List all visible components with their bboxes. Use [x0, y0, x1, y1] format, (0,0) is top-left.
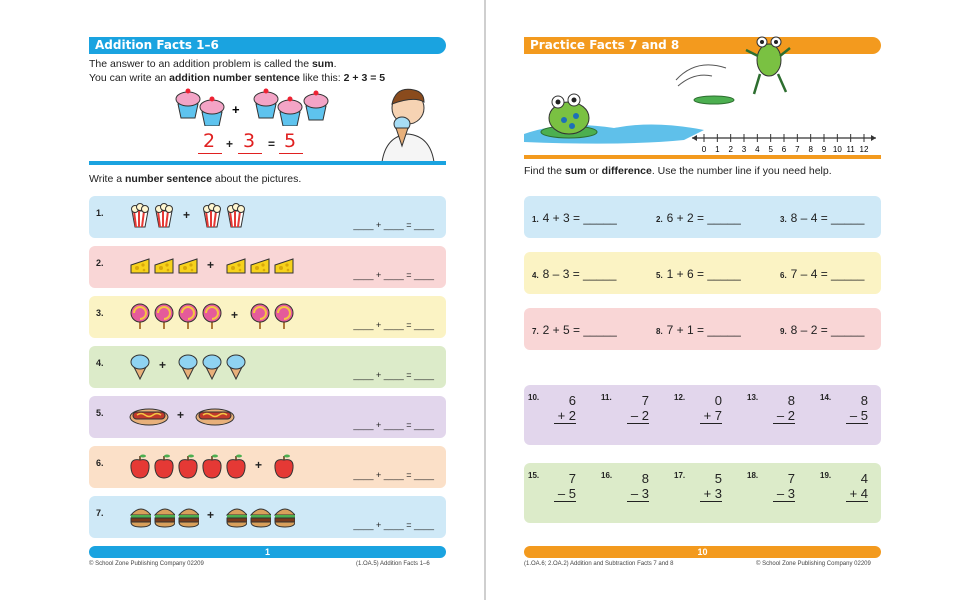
instruction-post: about the pictures.	[214, 173, 302, 185]
lollipop-icon	[201, 303, 223, 331]
hamburger-icon	[177, 503, 199, 531]
lollipop-icon	[153, 303, 175, 331]
equation[interactable]	[532, 323, 617, 337]
problem-row	[89, 446, 446, 488]
frog-jumping-icon	[746, 37, 790, 94]
problem-number: 4.	[96, 358, 104, 368]
ice-cream-icon	[177, 353, 199, 381]
problem-row	[89, 296, 446, 338]
problem-number: 6.	[96, 458, 104, 468]
right-page-number: 10	[697, 547, 708, 557]
top-number: 8	[860, 393, 868, 408]
problem-row	[524, 196, 881, 238]
plus-sign: +	[183, 208, 191, 222]
bottom-number: + 3	[700, 486, 722, 502]
plus-sign: +	[207, 508, 215, 522]
example-line-b	[238, 153, 262, 154]
cheese-icon	[225, 253, 247, 281]
problem-number: 3.	[96, 308, 104, 318]
problem-number: 12.	[674, 393, 686, 402]
problem-row	[524, 308, 881, 350]
vertical-problem[interactable]	[528, 469, 588, 519]
apple-icon	[177, 453, 199, 481]
bottom-number: – 5	[846, 408, 868, 424]
problem-row	[524, 385, 881, 445]
problem-number: 3.	[780, 215, 787, 224]
example-line-a	[198, 153, 222, 154]
right-banner: Practice Facts 7 and 8	[524, 37, 881, 54]
cheese-icon	[249, 253, 271, 281]
problem-number: 8.	[656, 327, 663, 336]
problem-row	[524, 252, 881, 294]
problem-number: 5.	[656, 271, 663, 280]
cupcake-icon	[200, 97, 224, 127]
plus-sign: +	[159, 358, 167, 372]
problem-number: 16.	[601, 471, 613, 480]
top-number: 0	[714, 393, 722, 408]
intro-line1-bold: sum	[311, 58, 334, 70]
right-footer-standard: (1.OA.6; 2.OA.2) Addition and Subtraction Facts 7 and 8	[524, 561, 674, 567]
lollipop-icon	[177, 303, 199, 331]
r-instruction-pre: Find the	[524, 165, 562, 177]
vertical-problem[interactable]	[674, 469, 734, 519]
left-page	[0, 0, 484, 600]
answer-blanks[interactable]: ____ + ____ = ____	[353, 420, 434, 430]
bottom-number: + 7	[700, 408, 722, 424]
equation[interactable]	[780, 211, 864, 225]
popcorn-icon	[153, 203, 175, 231]
answer-blanks[interactable]: ____ + ____ = ____	[353, 270, 434, 280]
problem-number: 10.	[528, 393, 540, 402]
hamburger-icon	[129, 503, 151, 531]
problem-number: 14.	[820, 393, 832, 402]
problem-number: 7.	[532, 327, 539, 336]
hamburger-icon	[273, 503, 295, 531]
equation-text: 8 – 4 = _____	[790, 211, 865, 225]
boy-illustration	[378, 84, 438, 162]
plus-sign: +	[231, 308, 239, 322]
cheese-icon	[273, 253, 295, 281]
vertical-problem[interactable]	[528, 391, 588, 441]
problem-row	[89, 346, 446, 388]
vertical-problem[interactable]	[601, 391, 661, 441]
right-page-number-bar	[524, 546, 881, 558]
r-instruction-post: . Use the number line if you need help.	[651, 165, 832, 177]
example-eq: =	[268, 137, 276, 151]
hot-dog-icon	[195, 403, 235, 431]
cheese-icon	[177, 253, 199, 281]
number-line-label: 8	[808, 145, 813, 154]
equation[interactable]	[656, 267, 741, 281]
hamburger-icon	[249, 503, 271, 531]
bottom-number: – 2	[773, 408, 795, 424]
problem-number: 1.	[96, 208, 104, 218]
cupcakes-illustration	[170, 82, 340, 126]
problem-number: 18.	[747, 471, 759, 480]
r-instruction-mid: or	[589, 165, 599, 177]
number-line-label: 5	[768, 145, 773, 154]
bottom-number: + 2	[554, 408, 576, 424]
hamburger-icon	[153, 503, 175, 531]
popcorn-icon	[129, 203, 151, 231]
problem-number: 15.	[528, 471, 540, 480]
instruction-bold: number sentence	[125, 173, 212, 185]
apple-icon	[129, 453, 151, 481]
vertical-problem[interactable]	[747, 469, 807, 519]
right-divider	[524, 155, 881, 159]
lollipop-icon	[249, 303, 271, 331]
top-number: 4	[860, 471, 868, 486]
number-line-label: 3	[741, 145, 747, 154]
answer-blanks[interactable]: ____ + ____ = ____	[353, 320, 434, 330]
ice-cream-icon	[201, 353, 223, 381]
problem-number: 2.	[96, 258, 104, 268]
equation[interactable]	[780, 323, 864, 337]
equation-text: 8 – 3 = _____	[542, 267, 617, 281]
cupcake-icon	[176, 89, 200, 119]
r-instruction-bold1: sum	[564, 165, 587, 177]
number-line-label: 6	[781, 145, 787, 154]
svg-text:+: +	[232, 102, 240, 117]
right-footer-copyright: © School Zone Publishing Company 02209	[756, 561, 871, 567]
lily-pad-icon	[694, 96, 734, 104]
number-line-label: 10	[832, 145, 842, 154]
problem-row	[89, 196, 446, 238]
problem-number: 4.	[532, 271, 539, 280]
problem-row	[89, 496, 446, 538]
bottom-number: + 4	[846, 486, 868, 502]
top-number: 7	[568, 471, 576, 486]
problem-row	[89, 396, 446, 438]
apple-icon	[225, 453, 247, 481]
problem-number: 11.	[601, 393, 612, 402]
right-instruction	[524, 164, 832, 178]
bottom-number: – 3	[773, 486, 795, 502]
number-line-label: 1	[715, 145, 720, 154]
intro-line2: You can write an	[89, 72, 167, 84]
equation-text: 7 – 4 = _____	[790, 267, 865, 281]
number-line-label: 0	[701, 145, 707, 154]
number-line-label: 2	[728, 145, 733, 154]
plus-sign: +	[255, 458, 263, 472]
equation-text: 4 + 3 = _____	[542, 211, 617, 225]
example-c: 5	[284, 130, 297, 152]
lollipop-icon	[273, 303, 295, 331]
page-gutter	[484, 0, 486, 600]
top-number: 8	[787, 393, 795, 408]
equation-text: 2 + 5 = _____	[542, 323, 617, 337]
problem-number: 5.	[96, 408, 104, 418]
cupcake-icon	[304, 91, 328, 121]
top-number: 7	[641, 393, 649, 408]
hamburger-icon	[225, 503, 247, 531]
cheese-icon	[153, 253, 175, 281]
left-footer-copyright: © School Zone Publishing Company 02209	[89, 561, 204, 567]
problem-number: 17.	[674, 471, 686, 480]
equation-text: 1 + 6 = _____	[666, 267, 741, 281]
intro-line1: The answer to an addition problem is called the	[89, 58, 310, 70]
lollipop-icon	[129, 303, 151, 331]
intro-line2-tail: like this:	[302, 72, 341, 84]
cupcake-icon	[254, 89, 278, 119]
equation-text: 8 – 2 = _____	[790, 323, 865, 337]
answer-blanks[interactable]: ____ + ____ = ____	[353, 520, 434, 530]
left-divider	[89, 161, 446, 165]
top-number: 8	[641, 471, 649, 486]
plus-sign: +	[177, 408, 185, 422]
equation[interactable]	[656, 211, 741, 225]
vertical-problem[interactable]	[601, 469, 661, 519]
top-number: 6	[568, 393, 576, 408]
problem-number: 6.	[780, 271, 787, 280]
vertical-problem[interactable]	[747, 391, 807, 441]
frog-sitting-icon	[549, 94, 589, 134]
example-a: 2	[203, 130, 216, 152]
apple-icon	[273, 453, 295, 481]
ice-cream-icon	[225, 353, 247, 381]
answer-blanks[interactable]: ____ + ____ = ____	[353, 470, 434, 480]
bottom-number: – 2	[627, 408, 649, 424]
problem-number: 13.	[747, 393, 759, 402]
equation[interactable]	[656, 323, 741, 337]
vertical-problem[interactable]	[674, 391, 734, 441]
example-line-c	[279, 153, 303, 154]
popcorn-icon	[225, 203, 247, 231]
left-footer-standard: (1.OA.5) Addition Facts 1–6	[356, 561, 430, 567]
answer-blanks[interactable]: ____ + ____ = ____	[353, 370, 434, 380]
answer-blanks[interactable]: ____ + ____ = ____	[353, 220, 434, 230]
left-page-number: 1	[264, 547, 270, 557]
vertical-problem[interactable]	[820, 469, 880, 519]
cupcake-icon	[278, 97, 302, 127]
problem-row	[524, 463, 881, 523]
equation[interactable]	[780, 267, 864, 281]
equation[interactable]	[532, 211, 617, 225]
problem-number: 9.	[780, 327, 787, 336]
number-line-label: 12	[859, 145, 869, 154]
apple-icon	[201, 453, 223, 481]
hot-dog-icon	[129, 403, 169, 431]
instruction-pre: Write a	[89, 173, 123, 185]
example-plus: +	[226, 137, 234, 151]
number-line	[690, 130, 880, 156]
problem-number: 19.	[820, 471, 832, 480]
bottom-number: – 5	[554, 486, 576, 502]
number-line-label: 11	[846, 145, 855, 154]
top-number: 5	[714, 471, 722, 486]
popcorn-icon	[201, 203, 223, 231]
number-line-label: 9	[821, 145, 827, 154]
cheese-icon	[129, 253, 151, 281]
equation-text: 6 + 2 = _____	[666, 211, 741, 225]
problem-number: 2.	[656, 215, 663, 224]
problem-number: 7.	[96, 508, 104, 518]
number-line-label: 7	[795, 145, 800, 154]
ice-cream-icon	[129, 353, 151, 381]
top-number: 7	[787, 471, 795, 486]
apple-icon	[153, 453, 175, 481]
bottom-number: – 3	[627, 486, 649, 502]
equation-text: 7 + 1 = _____	[666, 323, 741, 337]
intro-text: The answer to an addition problem is called the sum. You can write an addition number sentence like this: 2 + 3 = 5	[89, 58, 386, 84]
jump-lines	[676, 65, 726, 86]
problem-row	[89, 246, 446, 288]
plus-sign: +	[207, 258, 215, 272]
problem-number: 1.	[532, 215, 539, 224]
left-banner: Addition Facts 1–6	[89, 37, 446, 54]
intro-line2-eq: 2 + 3 = 5	[343, 72, 386, 84]
intro-line2-bold: addition number sentence	[169, 72, 300, 84]
equation[interactable]	[532, 267, 616, 281]
number-line-label: 4	[755, 145, 760, 154]
example-b: 3	[243, 130, 256, 152]
r-instruction-bold2: difference	[601, 165, 652, 177]
vertical-problem[interactable]	[820, 391, 880, 441]
left-page-number-bar	[89, 546, 446, 558]
left-instruction	[89, 172, 301, 186]
